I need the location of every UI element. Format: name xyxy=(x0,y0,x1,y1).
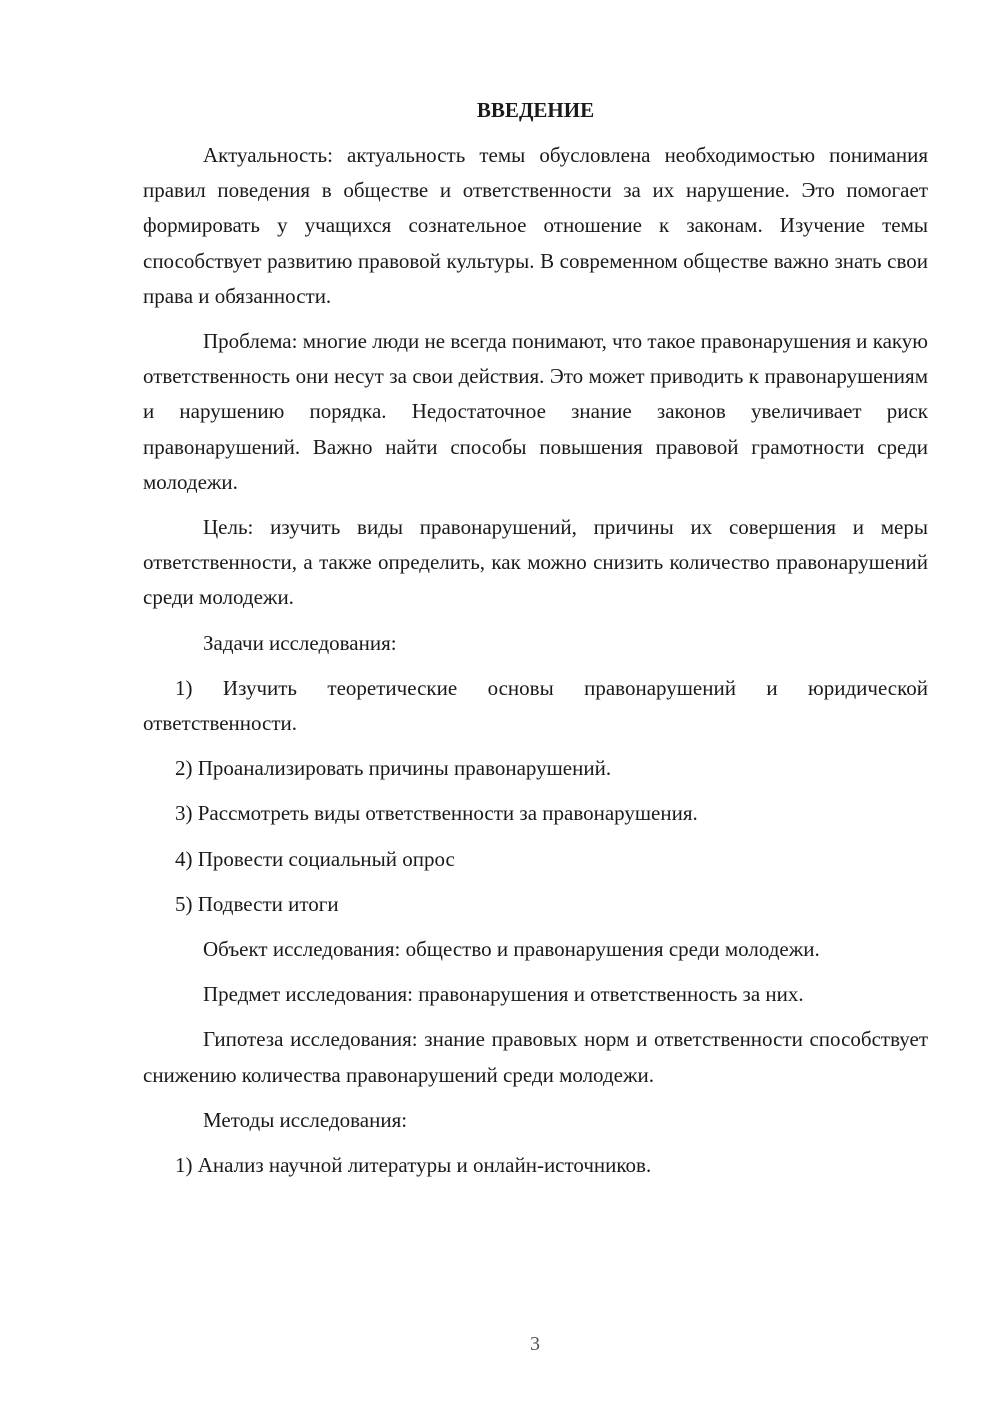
problem-paragraph: Проблема: многие люди не всегда понимают, что такое правонарушения и какую ответственность они несут за свои действия. Это может приводить к правонарушениям и нарушению порядка. Недостаточное знание законов увеличивает риск правонарушений. Важно найти способы повышения правовой грамотности среди молодежи. xyxy=(143,329,928,494)
method-item: 1) Анализ научной литературы и онлайн-источников. xyxy=(175,1153,652,1178)
task-item: 1) Изучить теоретические основы правонарушений и юридической ответственности. xyxy=(143,675,928,736)
task-item: 2) Проанализировать причины правонарушений. xyxy=(175,756,612,781)
task-item: 3) Рассмотреть виды ответственности за правонарушения. xyxy=(175,801,698,826)
page-title: ВВЕДЕНИЕ xyxy=(476,98,595,122)
tasks-heading: Задачи исследования: xyxy=(203,630,397,655)
task-item: 5) Подвести итоги xyxy=(175,891,339,916)
hypothesis-paragraph: Гипотеза исследования: знание правовых норм и ответственности способствует снижению количества правонарушений среди молодежи. xyxy=(143,1027,928,1087)
subject-paragraph: Предмет исследования: правонарушения и ответственность за них. xyxy=(203,982,804,1007)
methods-heading: Методы исследования: xyxy=(203,1107,408,1132)
task-item: 4) Провести социальный опрос xyxy=(175,846,455,871)
page-number: 3 xyxy=(530,1333,540,1355)
relevance-paragraph: Актуальность: актуальность темы обусловлена необходимостью понимания правил поведения в обществе и ответственности за их нарушение. Это помогает формировать у учащихся сознательное отношение к законам. Изучение темы способствует развитию правовой культуры. В современном обществе важно знать свои права и обязанности. xyxy=(143,143,928,308)
page-content xyxy=(143,93,928,1193)
goal-paragraph: Цель: изучить виды правонарушений, причины их совершения и меры ответственности, а также определить, как можно снизить количество правонарушений среди молодежи. xyxy=(143,515,928,610)
object-paragraph: Объект исследования: общество и правонарушения среди молодежи. xyxy=(203,937,820,962)
